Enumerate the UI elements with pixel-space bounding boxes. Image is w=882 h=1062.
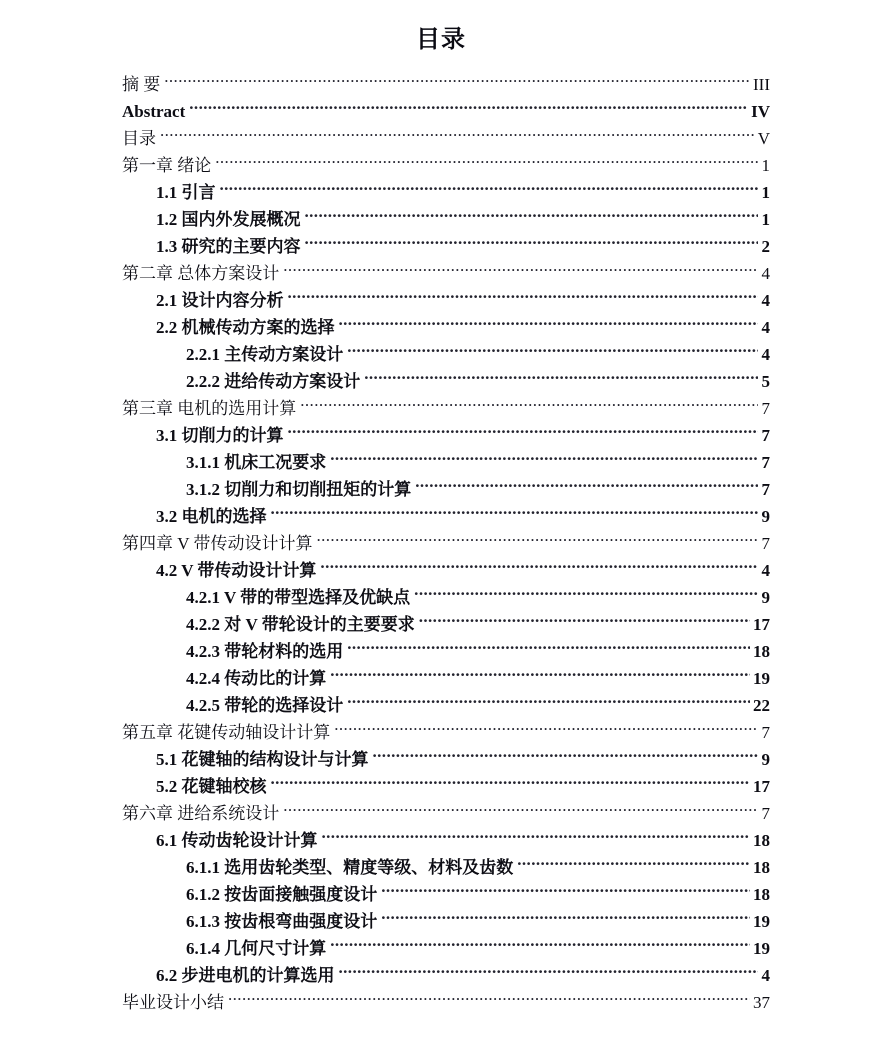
toc-dot-leader xyxy=(305,208,759,225)
toc-dot-leader xyxy=(164,73,750,90)
toc-dot-leader xyxy=(271,775,751,792)
toc-entry-page-number: 4 xyxy=(761,317,770,337)
toc-entry-page-number: 9 xyxy=(761,506,770,526)
toc-dot-leader xyxy=(373,748,759,765)
toc-entry-page-number: 19 xyxy=(753,911,770,931)
toc-entry-label: 6.1 传动齿轮设计计算 xyxy=(156,830,318,850)
toc-entry[interactable] xyxy=(0,287,882,314)
toc-list xyxy=(0,55,882,1016)
toc-dot-leader xyxy=(339,316,759,333)
toc-entry-label: 毕业设计小结 xyxy=(122,992,224,1012)
toc-entry-label: 5.1 花键轴的结构设计与计算 xyxy=(156,749,369,769)
toc-entry[interactable] xyxy=(0,800,882,827)
toc-entry[interactable] xyxy=(0,827,882,854)
toc-entry-page-number: 37 xyxy=(753,992,770,1012)
toc-entry-label: 1.1 引言 xyxy=(156,182,216,202)
toc-dot-leader xyxy=(320,559,758,576)
page-title: 目录 xyxy=(416,27,466,53)
toc-entry-label: 4.2.1 V 带的带型选择及优缺点 xyxy=(186,587,411,607)
toc-entry-page-number: 17 xyxy=(753,614,770,634)
toc-entry-label: 1.3 研究的主要内容 xyxy=(156,236,301,256)
toc-dot-leader xyxy=(330,937,750,954)
toc-entry-page-number: 1 xyxy=(761,182,770,202)
toc-entry-page-number: 9 xyxy=(761,587,770,607)
toc-entry[interactable] xyxy=(0,908,882,935)
toc-entry-page-number: 7 xyxy=(761,398,770,418)
toc-entry[interactable] xyxy=(0,125,882,152)
toc-dot-leader xyxy=(381,883,750,900)
toc-dot-leader xyxy=(316,532,758,549)
toc-entry-label: 1.2 国内外发展概况 xyxy=(156,209,301,229)
toc-dot-leader xyxy=(347,694,750,711)
toc-entry[interactable] xyxy=(0,611,882,638)
toc-entry-page-number: 4 xyxy=(761,560,770,580)
toc-entry-page-number: 7 xyxy=(761,425,770,445)
toc-entry-page-number: 7 xyxy=(761,722,770,742)
toc-dot-leader xyxy=(288,289,759,306)
toc-dot-leader xyxy=(220,181,759,198)
toc-entry-page-number: 4 xyxy=(761,290,770,310)
toc-entry-page-number: 18 xyxy=(753,857,770,877)
toc-entry[interactable] xyxy=(0,233,882,260)
toc-entry[interactable] xyxy=(0,584,882,611)
toc-entry[interactable] xyxy=(0,179,882,206)
toc-entry[interactable] xyxy=(0,881,882,908)
toc-entry-page-number: 9 xyxy=(761,749,770,769)
toc-dot-leader xyxy=(381,910,750,927)
toc-entry[interactable] xyxy=(0,773,882,800)
toc-entry-page-number: 4 xyxy=(761,344,770,364)
toc-entry-label: 6.1.1 选用齿轮类型、精度等级、材料及齿数 xyxy=(186,857,514,877)
toc-entry[interactable] xyxy=(0,503,882,530)
toc-entry-label: 3.1.2 切削力和切削扭矩的计算 xyxy=(186,479,412,499)
toc-dot-leader xyxy=(517,856,750,873)
toc-dot-leader xyxy=(414,586,758,603)
toc-dot-leader xyxy=(330,451,758,468)
toc-dot-leader xyxy=(419,613,750,630)
toc-entry-label: 3.2 电机的选择 xyxy=(156,506,267,526)
toc-dot-leader xyxy=(283,802,758,819)
toc-entry-page-number: 7 xyxy=(761,452,770,472)
toc-entry[interactable] xyxy=(0,962,882,989)
toc-entry[interactable] xyxy=(0,719,882,746)
toc-dot-leader xyxy=(334,721,758,738)
toc-dot-leader xyxy=(415,478,758,495)
toc-entry[interactable] xyxy=(0,638,882,665)
toc-entry-page-number: V xyxy=(757,128,770,148)
toc-dot-leader xyxy=(160,127,755,144)
toc-entry-label: 6.1.2 按齿面接触强度设计 xyxy=(186,884,378,904)
toc-entry-page-number: 18 xyxy=(753,641,770,661)
toc-dot-leader xyxy=(364,370,758,387)
toc-entry-label: 2.2 机械传动方案的选择 xyxy=(156,317,335,337)
toc-dot-leader xyxy=(228,991,750,1008)
toc-entry-label: 摘 要 xyxy=(122,74,161,94)
toc-entry-page-number: 17 xyxy=(753,776,770,796)
toc-entry-label: 4.2 V 带传动设计计算 xyxy=(156,560,317,580)
toc-entry[interactable] xyxy=(0,98,882,125)
toc-entry[interactable] xyxy=(0,422,882,449)
toc-entry[interactable] xyxy=(0,314,882,341)
toc-entry-page-number: III xyxy=(753,74,770,94)
toc-entry-label: 4.2.2 对 V 带轮设计的主要要求 xyxy=(186,614,415,634)
toc-dot-leader xyxy=(288,424,759,441)
toc-entry-label: 第四章 V 带传动设计计算 xyxy=(122,533,313,553)
toc-entry-label: 第五章 花键传动轴设计计算 xyxy=(122,722,331,742)
toc-entry[interactable] xyxy=(0,152,882,179)
toc-entry[interactable] xyxy=(0,71,882,98)
toc-entry-page-number: 18 xyxy=(753,830,770,850)
toc-entry-page-number: 7 xyxy=(761,479,770,499)
toc-entry[interactable] xyxy=(0,260,882,287)
toc-dot-leader xyxy=(347,343,758,360)
toc-entry[interactable] xyxy=(0,449,882,476)
toc-entry-page-number: 2 xyxy=(761,236,770,256)
toc-entry-label: 4.2.4 传动比的计算 xyxy=(186,668,327,688)
toc-entry[interactable] xyxy=(0,341,882,368)
toc-dot-leader xyxy=(283,262,758,279)
toc-dot-leader xyxy=(322,829,751,846)
toc-entry-label: 第三章 电机的选用计算 xyxy=(122,398,297,418)
toc-entry-page-number: 7 xyxy=(761,803,770,823)
toc-entry-page-number: IV xyxy=(751,101,770,121)
toc-entry[interactable] xyxy=(0,692,882,719)
toc-entry-label: 3.1.1 机床工况要求 xyxy=(186,452,327,472)
toc-entry-page-number: 1 xyxy=(761,209,770,229)
toc-entry-label: 第一章 绪论 xyxy=(122,155,212,175)
toc-entry-label: 2.2.2 进给传动方案设计 xyxy=(186,371,361,391)
toc-dot-leader xyxy=(330,667,750,684)
toc-dot-leader xyxy=(271,505,759,522)
toc-dot-leader xyxy=(215,154,758,171)
toc-entry-label: 6.1.4 几何尺寸计算 xyxy=(186,938,327,958)
toc-entry[interactable] xyxy=(0,989,882,1016)
toc-entry[interactable] xyxy=(0,368,882,395)
toc-entry[interactable] xyxy=(0,557,882,584)
toc-entry[interactable] xyxy=(0,854,882,881)
toc-entry-page-number: 4 xyxy=(761,263,770,283)
toc-dot-leader xyxy=(189,100,748,117)
toc-entry-label: 第六章 进给系统设计 xyxy=(122,803,280,823)
toc-entry-page-number: 19 xyxy=(753,668,770,688)
toc-dot-leader xyxy=(347,640,750,657)
toc-entry-label: 3.1 切削力的计算 xyxy=(156,425,284,445)
toc-entry-label: 2.1 设计内容分析 xyxy=(156,290,284,310)
toc-entry[interactable] xyxy=(0,935,882,962)
toc-entry-label: 5.2 花键轴校核 xyxy=(156,776,267,796)
toc-dot-leader xyxy=(339,964,759,981)
toc-entry-page-number: 19 xyxy=(753,938,770,958)
toc-entry-page-number: 22 xyxy=(753,695,770,715)
toc-entry-label: 6.2 步进电机的计算选用 xyxy=(156,965,335,985)
toc-entry-page-number: 5 xyxy=(761,371,770,391)
toc-entry-page-number: 1 xyxy=(761,155,770,175)
toc-entry-label: 2.2.1 主传动方案设计 xyxy=(186,344,344,364)
toc-entry-label: 4.2.5 带轮的选择设计 xyxy=(186,695,344,715)
toc-entry[interactable] xyxy=(0,206,882,233)
toc-dot-leader xyxy=(300,397,758,414)
toc-entry-label: Abstract xyxy=(122,101,186,121)
toc-entry[interactable] xyxy=(0,665,882,692)
toc-entry-page-number: 18 xyxy=(753,884,770,904)
toc-entry-page-number: 4 xyxy=(761,965,770,985)
toc-entry[interactable] xyxy=(0,746,882,773)
toc-entry[interactable] xyxy=(0,530,882,557)
toc-entry-page-number: 7 xyxy=(761,533,770,553)
toc-entry[interactable] xyxy=(0,476,882,503)
toc-entry-label: 4.2.3 带轮材料的选用 xyxy=(186,641,344,661)
toc-entry-label: 6.1.3 按齿根弯曲强度设计 xyxy=(186,911,378,931)
toc-entry-label: 第二章 总体方案设计 xyxy=(122,263,280,283)
toc-dot-leader xyxy=(305,235,759,252)
toc-entry-label: 目录 xyxy=(122,128,156,148)
toc-entry[interactable] xyxy=(0,395,882,422)
